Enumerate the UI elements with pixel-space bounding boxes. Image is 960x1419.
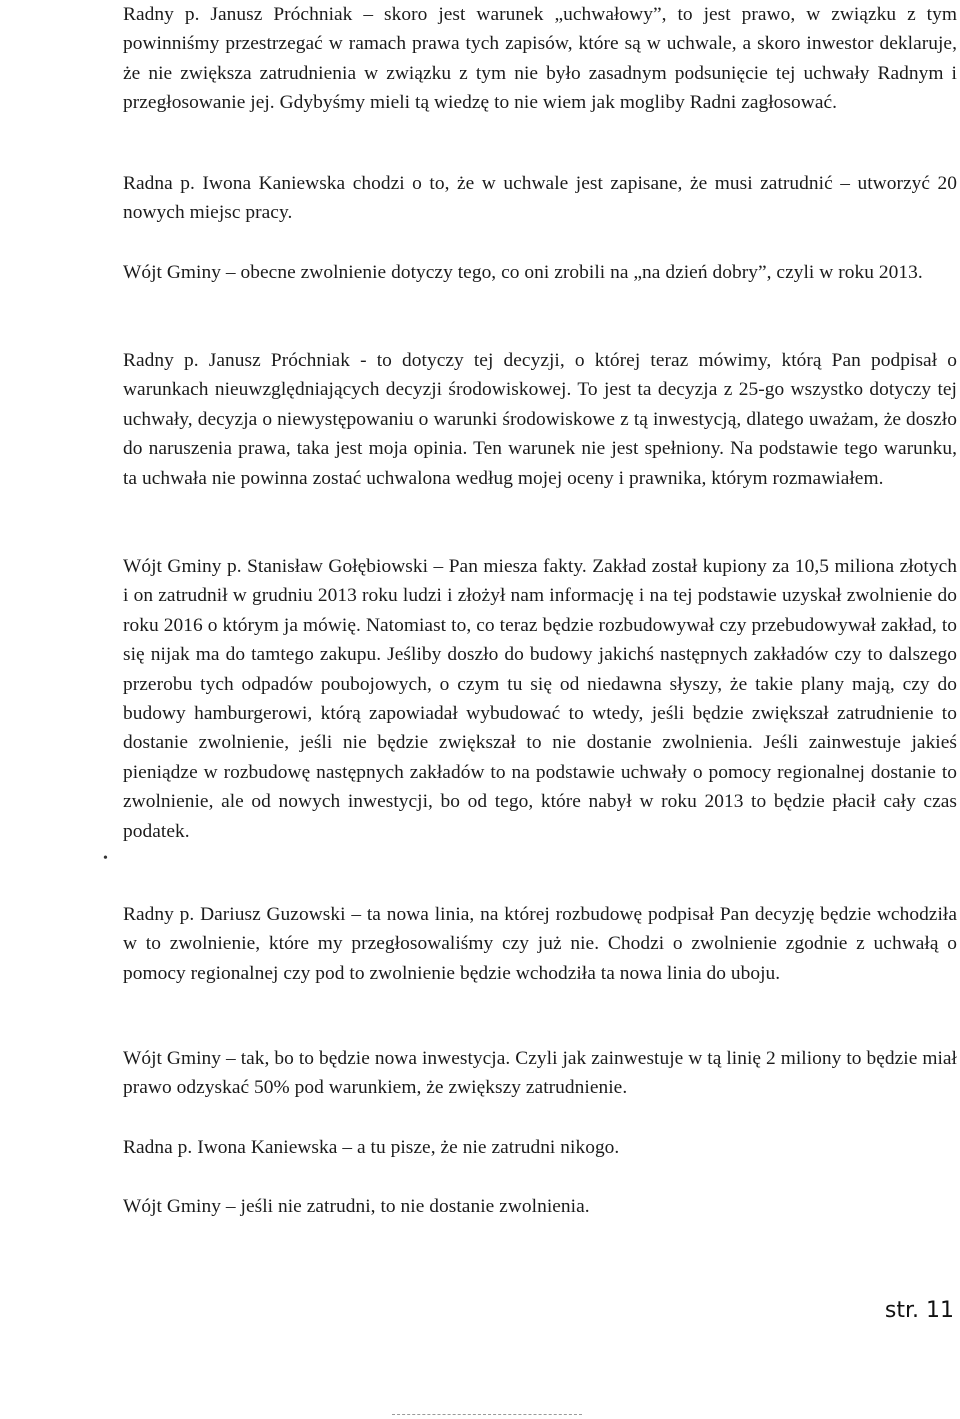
paragraph-wojt-3: Wójt Gminy – jeśli nie zatrudni, to nie dostanie zwolnienia.: [123, 1196, 590, 1217]
page-number: str. 11: [884, 1298, 954, 1323]
paragraph-radny-prochniak-2: Radny p. Janusz Próchniak - to dotyczy tej decyzji, o której teraz mówimy, którą Pan podpisał o warunkach nieuwzględniających decyzji środowiskowej. To jest ta decyzja z 25-go wszystko dotyczy tej uchwały, decyzja o niewystępowaniu o warunki środowiskowe z tą inwestycją, dlatego uważam, że doszło do naruszenia prawa, taka jest moja opinia. Ten warunek nie jest spełniony. Na podstawie tego warunku, ta uchwała nie powinna zostać uchwalona według mojej oceny i prawnika, którym rozmawiałem.: [123, 350, 957, 489]
paragraph-radna-kaniewska-1: Radna p. Iwona Kaniewska chodzi o to, że w uchwale jest zapisane, że musi zatrudnić – utworzyć 20 nowych miejsc pracy.: [123, 173, 957, 224]
paragraph-radna-kaniewska-2: Radna p. Iwona Kaniewska – a tu pisze, że nie zatrudni nikogo.: [123, 1137, 620, 1158]
margin-mark: •: [103, 851, 108, 866]
paragraph-wojt-golebiowski: Wójt Gminy p. Stanisław Gołębiowski – Pan miesza fakty. Zakład został kupiony za 10,5 miliona złotych i on zatrudnił w grudniu 2013 roku ludzi i złożył nam informację i na tej podstawie uzyskał zwolnienie do roku 2016 o którym ja mówię. Natomiast to, co teraz będzie rozbudowywał czy przebudowywał zakład, to się nijak ma do tamtego zakupu. Jeśliby doszło do budowy jakichś następnych zakładów czy to dalszego przerobu tych odpadów poubojowych, o czym tu się od niedawna słyszy, że takie plany mają, czy do budowy hamburgerowi, którą zapowiadał wybudować to wtedy, jeśli będzie zwiększał zatrudnienie to dostanie zwolnienie, jeśli nie będzie zwiększał to nie dostanie zwolnienia. Jeśli zainwestuje jakieś pieniądze w rozbudowę następnych zakładów to na podstawie uchwały o pomocy regionalnej dostanie to zwolnienie, ale od nowych inwestycji, bo od tego, które nabył w roku 2013 to będzie płacił cały czas podatek.: [123, 556, 957, 842]
paragraph-wojt-1: Wójt Gminy – obecne zwolnienie dotyczy tego, co oni zrobili na „na dzień dobry”, czyli w roku 2013.: [123, 262, 923, 283]
footer-scan-line: [392, 1414, 582, 1415]
paragraph-wojt-2: Wójt Gminy – tak, bo to będzie nowa inwestycja. Czyli jak zainwestuje w tą linię 2 miliony to będzie miał prawo odzyskać 50% pod warunkiem, że zwiększy zatrudnienie.: [123, 1048, 957, 1099]
paragraph-radny-guzowski: Radny p. Dariusz Guzowski – ta nowa linia, na której rozbudowę podpisał Pan decyzję będzie wchodziła w to zwolnienie, które my przegłosowaliśmy czy już nie. Chodzi o zwolnienie zgodnie z uchwałą o pomocy regionalnej czy pod to zwolnienie będzie wchodziła ta nowa linia do uboju.: [123, 904, 957, 984]
paragraph-radny-prochniak-1: Radny p. Janusz Próchniak – skoro jest warunek „uchwałowy”, to jest prawo, w związku z tym powinniśmy przestrzegać w ramach prawa tych zapisów, które są w uchwale, a skoro inwestor deklaruje, że nie zwiększa zatrudnienia w związku z tym nie było zasadnym podsunięcie tej uchwały Radnym i przegłosowanie jej. Gdybyśmy mieli tą wiedzę to nie wiem jak mogliby Radni zagłosować.: [123, 4, 957, 114]
